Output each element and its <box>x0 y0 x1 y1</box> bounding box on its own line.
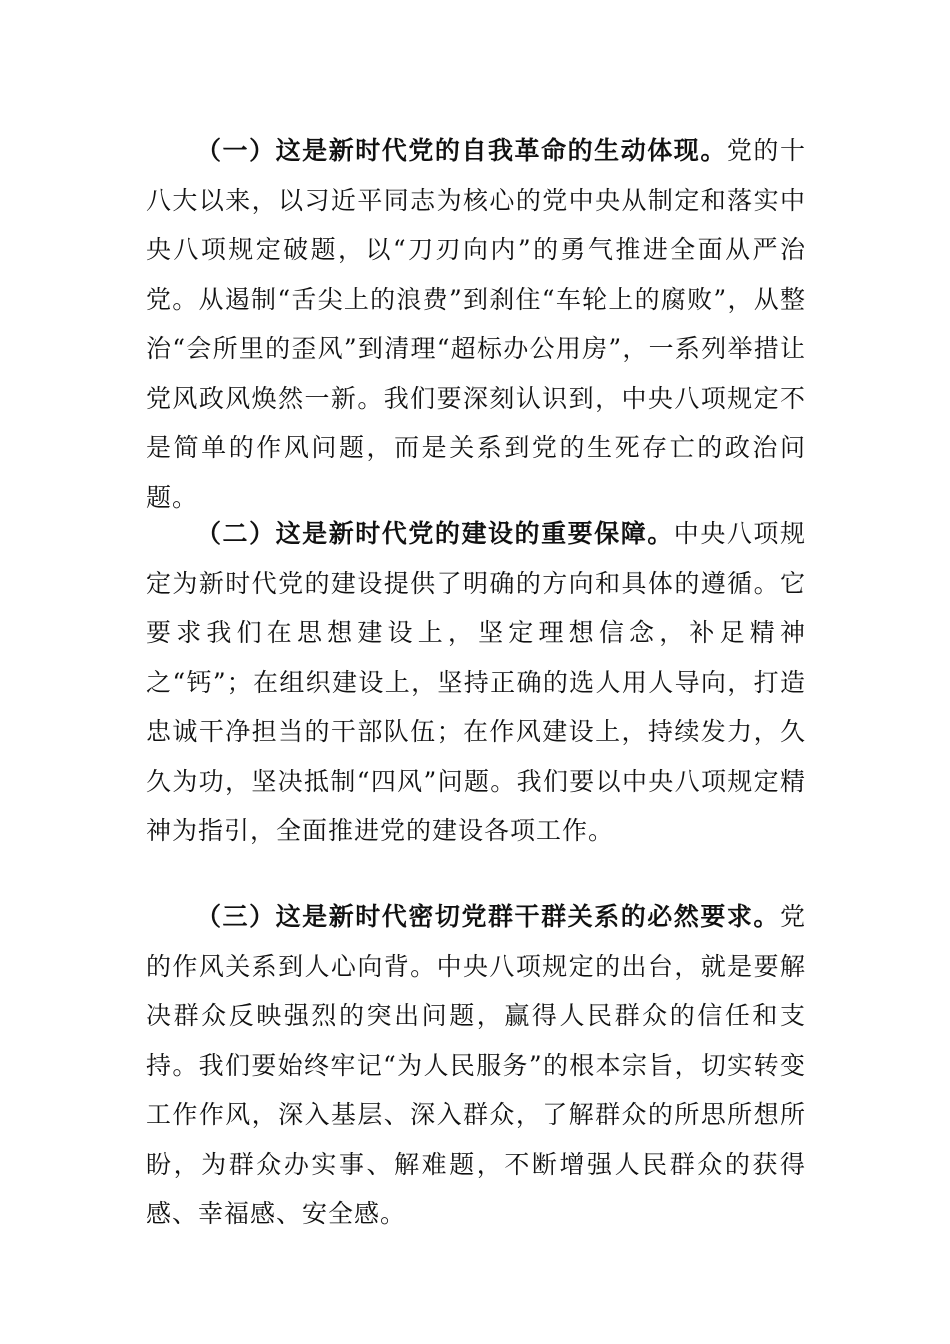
paragraph-2-heading: （二）这是新时代党的建设的重要保障。 <box>196 519 674 548</box>
paragraph-2-body: 中央八项规定为新时代党的建设提供了明确的方向和具体的遵循。它要求我们在思想建设上，坚定理想信念，补足精神之“钙”；在组织建设上，坚持正确的选人用人导向，打造忠诚干净担当的干部队伍；在作风建设上，持续发力，久久为功，坚决抵制“四风”问题。我们要以中央八项规定精神为指引，全面推进党的建设各项工作。 <box>146 519 806 845</box>
paragraph-3-heading: （三）这是新时代密切党群干群关系的必然要求。 <box>196 902 780 931</box>
paragraph-1-heading: （一）这是新时代党的自我革命的生动体现。 <box>196 136 727 165</box>
paragraph-3-body: 党的作风关系到人心向背。中央八项规定的出台，就是要解决群众反映强烈的突出问题，赢得人民群众的信任和支持。我们要始终牢记“为人民服务”的根本宗旨，切实转变工作作风，深入基层、深入群众，了解群众的所思所想所盼，为群众办实事、解难题，不断增强人民群众的获得感、幸福感、安全感。 <box>146 902 806 1228</box>
paragraph-2 <box>146 509 806 856</box>
paragraph-1-body: 党的十八大以来，以习近平同志为核心的党中央从制定和落实中央八项规定破题，以“刀刃向内”的勇气推进全面从严治党。从遏制“舌尖上的浪费”到刹住“车轮上的腐败”，从整治“会所里的歪风”到清理“超标办公用房”，一系列举措让党风政风焕然一新。我们要深刻认识到，中央八项规定不是简单的作风问题，而是关系到党的生死存亡的政治问题。 <box>146 136 806 512</box>
paragraph-1 <box>146 126 806 522</box>
paragraph-3 <box>146 892 806 1239</box>
